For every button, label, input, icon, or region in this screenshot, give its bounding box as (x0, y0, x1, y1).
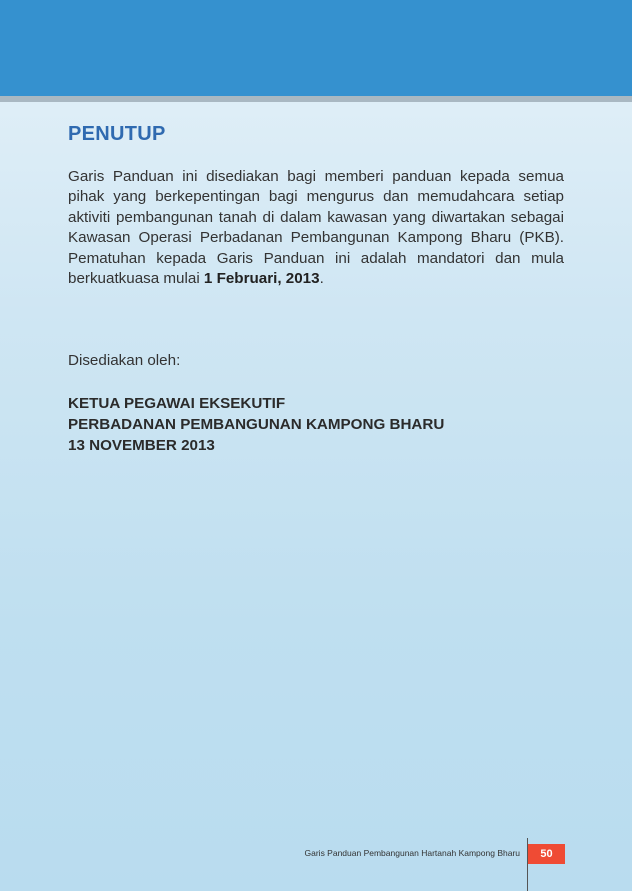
header-band (0, 0, 632, 96)
footer-document-title: Garis Panduan Pembangunan Hartanah Kampong Bharu (304, 848, 520, 858)
closing-paragraph (68, 167, 564, 289)
signatory-date: 13 NOVEMBER 2013 (68, 437, 215, 455)
page-content (68, 122, 564, 456)
signatory-block (68, 393, 564, 456)
paragraph-text: Garis Panduan ini disediakan bagi memberi panduan kepada semua pihak yang berkepentingan bagi mengurus dan memudahcara setiap aktiviti pembangunan tanah di dalam kawasan yang diwartakan sebagai Kawasan Operasi Perbadanan Pembangunan Kampong Bharu (PKB). Pematuhan kepada Garis Panduan ini adalah mandatori dan mula berkuatkuasa mulai (68, 168, 564, 288)
signatory-title: KETUA PEGAWAI EKSEKUTIF (68, 395, 286, 413)
signatory-organization: PERBADANAN PEMBANGUNAN KAMPONG BHARU (68, 416, 445, 434)
prepared-by-label: Disediakan oleh: (68, 352, 181, 370)
section-title: PENUTUP (68, 123, 166, 145)
paragraph-end: . (319, 270, 324, 288)
page-number: 50 (528, 844, 565, 864)
effective-date: 1 Februari, 2013 (203, 270, 320, 288)
header-divider (0, 96, 632, 102)
